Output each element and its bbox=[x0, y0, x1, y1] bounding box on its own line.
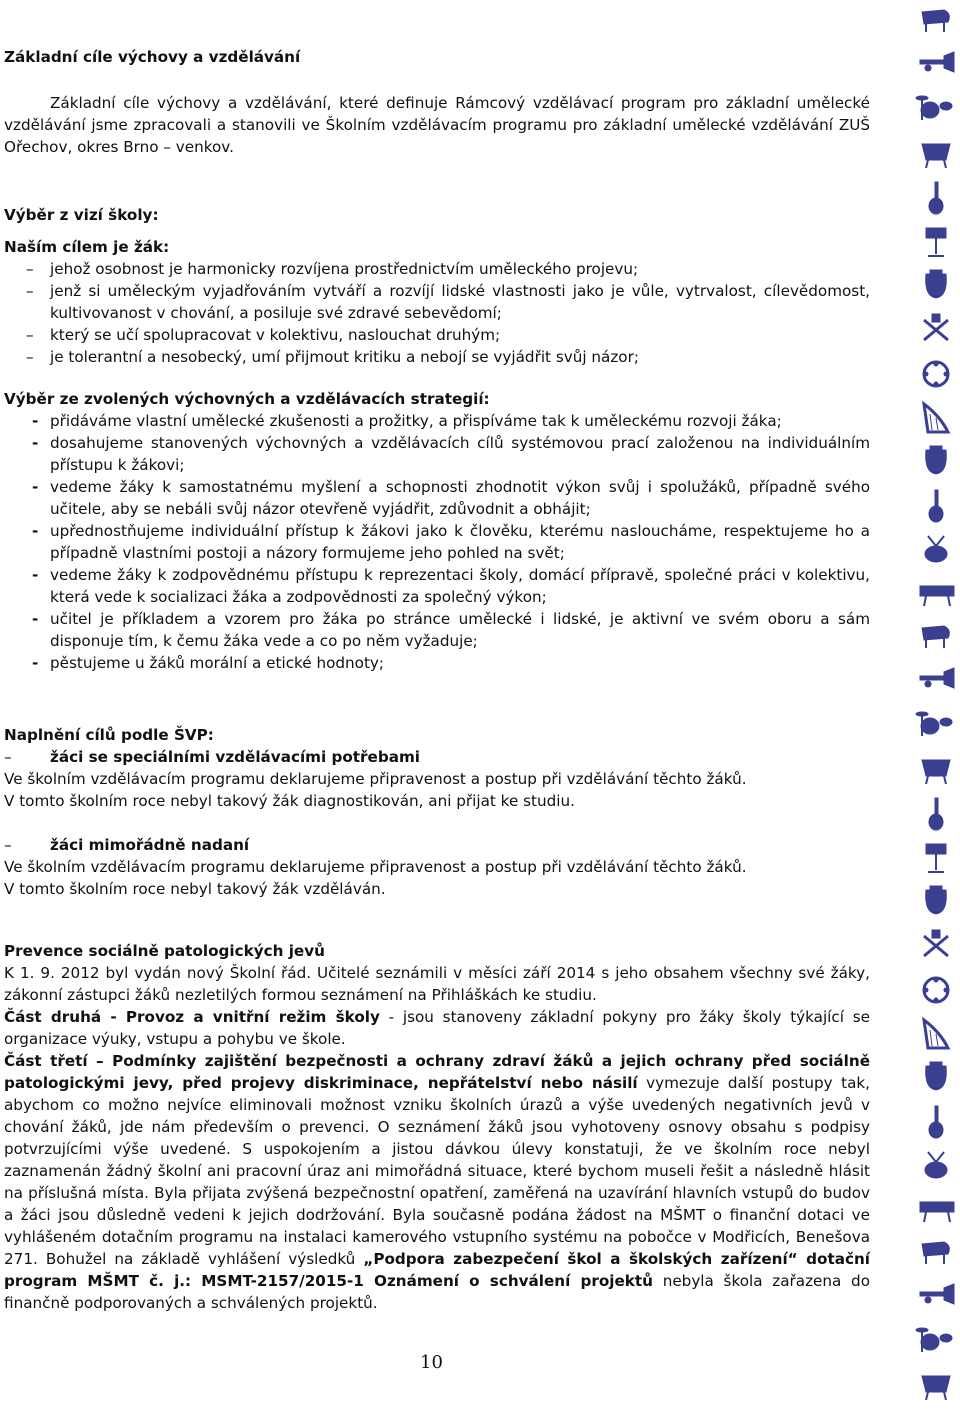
harp-icon bbox=[924, 404, 948, 432]
guitar-icon bbox=[929, 1106, 943, 1138]
strategies-heading: Výběr ze zvolených výchovných a vzdělávacích strategií: bbox=[4, 390, 490, 408]
tuba-icon bbox=[926, 270, 947, 298]
prevention-paragraph-1: K 1. 9. 2012 byl vydán nový Školní řád. Učitelé seznámili v měsíci září 2014 s jeho obsahem všechny své žáky, zákonní zástupci žáků nezletilých formou seznámení na Přihláškách ke studiu. bbox=[4, 964, 870, 1004]
list-item: – jenž si uměleckým vyjadřováním vytváří a rozvíjí lidské vlastnosti jako je vůle, vytrvalost, cílevědomost, kultivovanost v chování, a posiluje své zdravé sebevědomí; bbox=[26, 282, 870, 322]
svp-heading: Naplnění cílů podle ŠVP: bbox=[4, 726, 214, 744]
guitar-icon bbox=[929, 182, 943, 214]
grand-piano-icon bbox=[922, 626, 949, 648]
tuba-icon bbox=[926, 446, 947, 474]
special-needs-text: Ve školním vzdělávacím programu deklarujeme připravenost a postup při vzdělávání těchto žáků. V tomto školním roce nebyl takový žák diagnostikován, ani přijat ke studiu. bbox=[4, 770, 747, 810]
tambourine-icon bbox=[924, 978, 948, 1002]
keyboard-icon bbox=[920, 1202, 954, 1222]
vision-list bbox=[4, 258, 870, 368]
prevention-paragraph-3: Část třetí – Podmínky zajištění bezpečnosti a ochrany zdraví žáků a jejich ochrany před sociálně patologickými jevy, před projevy diskriminace, nepřátelství nebo násilí vymezuje další postupy tak, abychom co možno nejvíce eliminovali možnost vzniku školních úrazů a výše uvedených negativních jevů v chování žáků, jde nám především o prevenci. O seznámení žáků jsou vyhotoveny osnovy obsahu s podpisy potvrzujícími výše uvedené. S uspokojením a jistou dávkou úlevy konstatuji, že ve školním roce nebyl zaznamenán žádný školní ani pracovní úraz ani mimořádná situace, které bychom museli řešit a následně hlásit na příslušná místa. Byla přijata zvýšená bezpečnostní opatření, zaměřená na uzavírání hlavních vstupů do budov a žáci jsou důsledně vedeni k jejich dodržování. Byla současně podána žádost na MŠMT o finanční dotaci ve vyhlášeném dotačním programu na instalaci kamerového vstupního systému na pobočce v Modřicích, Benešova 271. Bohužel na základě vyhlášení výsledků „Podpora zabezpečení škol a školských zařízení“ dotační program MŠMT č. j.: MSMT-2157/2015-1 Oznámení o schválení projektů nebyla škola zařazena do finančně podporovaných a schválených projektů. bbox=[4, 1052, 871, 1312]
timpani-icon bbox=[922, 1376, 950, 1400]
vision-heading: Výběr z vizí školy: bbox=[4, 206, 159, 224]
xylophone-icon bbox=[924, 314, 948, 340]
drum-icon bbox=[925, 1152, 947, 1178]
page-title: Základní cíle výchovy a vzdělávání bbox=[4, 48, 301, 66]
guitar-icon bbox=[929, 798, 943, 830]
drum-kit-icon bbox=[916, 1328, 952, 1352]
vision-goal-heading: Naším cílem je žák: bbox=[4, 238, 170, 256]
list-item: - upřednostňujeme individuální přístup k žákovi jako k člověku, kterému nasloucháme, respektujeme ho a případně vlastními postoji a názory formujeme jeho pohled na svět; bbox=[32, 522, 870, 562]
list-item: - dosahujeme stanovených výchovných a vzdělávacích cílů systémovou prací založenou na individuálním přístupu k žákovi; bbox=[32, 434, 870, 474]
tambourine-icon bbox=[924, 362, 948, 386]
drum-icon bbox=[925, 536, 947, 562]
music-stand-icon bbox=[926, 844, 946, 872]
list-item: - vedeme žáky k zodpovědnému přístupu k reprezentaci školy, domácí přípravě, společné práci v kolektivu, která vede k socializaci žáka a zodpovědnosti za společný výkon; bbox=[32, 566, 870, 606]
music-instruments-border bbox=[914, 0, 960, 1420]
list-item: - pěstujeme u žáků morální a etické hodnoty; bbox=[32, 654, 385, 672]
guitar-icon bbox=[929, 490, 943, 522]
page-number: 10 bbox=[420, 1352, 443, 1373]
harp-icon bbox=[924, 1020, 948, 1048]
border-ornament-icon bbox=[914, 0, 960, 1420]
drum-kit-icon bbox=[916, 712, 952, 736]
list-item: - vedeme žáky k samostatnému myšlení a schopnosti zhodnotit výkon svůj i spolužáků, případně svého učitele, aby se nebáli svůj názor otevřeně vyjádřit, zdůvodnit a obhájit; bbox=[32, 478, 870, 518]
list-item: - přidáváme vlastní umělecké zkušenosti a prožitky, a přispíváme tak k uměleckému rozvoji žáka; bbox=[32, 412, 782, 430]
keyboard-icon bbox=[920, 586, 954, 606]
gifted-text: Ve školním vzdělávacím programu deklarujeme připravenost a postup při vzdělávání těchto žáků. V tomto školním roce nebyl takový žák vzděláván. bbox=[4, 858, 747, 898]
trumpet-icon bbox=[920, 668, 954, 688]
grand-piano-icon bbox=[922, 10, 949, 32]
list-item: – je tolerantní a nesobecký, umí přijmout kritiku a nebojí se vyjádřit svůj názor; bbox=[26, 348, 639, 366]
xylophone-icon bbox=[924, 930, 948, 956]
list-item: - učitel je příkladem a vzorem pro žáka po stránce umělecké i lidské, je aktivní ve svém oboru a sám disponuje tím, k čemu žáka vede a co po něm vyžaduje; bbox=[32, 610, 870, 650]
trumpet-icon bbox=[920, 52, 954, 72]
gifted-heading: – žáci mimořádně nadaní bbox=[4, 836, 250, 854]
tuba-icon bbox=[926, 886, 947, 914]
drum-kit-icon bbox=[916, 96, 952, 120]
list-item: – který se učí spolupracovat v kolektivu, naslouchat druhým; bbox=[26, 326, 501, 344]
grand-piano-icon bbox=[922, 1242, 949, 1264]
special-needs-heading: – žáci se speciálními vzdělávacími potřebami bbox=[4, 748, 420, 766]
tuba-icon bbox=[926, 1062, 947, 1090]
trumpet-icon bbox=[920, 1284, 954, 1304]
prevention-heading: Prevence sociálně patologických jevů bbox=[4, 942, 325, 960]
prevention-paragraph-2: Část druhá - Provoz a vnitřní režim školy - jsou stanoveny základní pokyny pro žáky školy týkající se organizace výuky, vstupu a pohybu ve škole. bbox=[4, 1008, 870, 1048]
timpani-icon bbox=[922, 144, 950, 168]
list-item: – jehož osobnost je harmonicky rozvíjena prostřednictvím uměleckého projevu; bbox=[26, 260, 639, 278]
strategies-list bbox=[4, 410, 870, 674]
timpani-icon bbox=[922, 760, 950, 784]
music-stand-icon bbox=[926, 228, 946, 256]
intro-paragraph: Základní cíle výchovy a vzdělávání, které definuje Rámcový vzdělávací program pro základní umělecké vzdělávání jsme zpracovali a stanovili ve Školním vzdělávacím programu pro základní umělecké vzdělávání ZUŠ Ořechov, okres Brno – venkov. bbox=[4, 94, 870, 156]
